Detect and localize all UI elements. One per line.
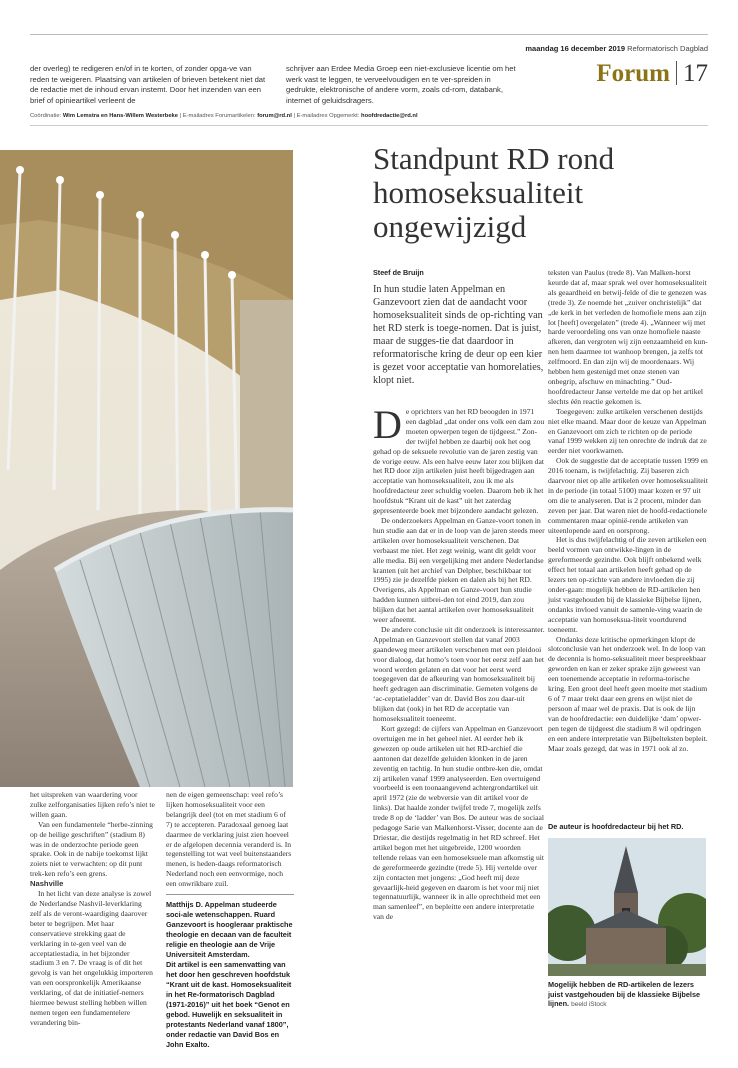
intro-right: schrijver aan Erdee Media Groep een niet-exclusieve licentie om het werk vast te leggen, te verveelvoudigen en te ver-spreiden in gedrukte, elektronische of andere vorm, zoals cd-rom, databank, internet of geluidsdragers. [286,64,516,105]
credits-names: Wim Lemstra en Hans-Willem Westerbeke [62,113,179,119]
prev-article-column-2 [166,790,294,889]
col-a-p4: Kort gezegd: de cijfers van Appelman en Ganzevoort overtuigen me in het geheel niet. Al eerder heb ik gewezen op oude artikelen uit het RD-archief die aantonen dat dezelfde geluiden klonken in de jaren zeventig en tachtig. In hun studie ontbre-ken die, omdat zij artikelen vanaf 1999 analyseerden. Een overtuigend voorbeeld is een toonaangevend achtergrondartikel uit april 1972 (zie de webversie van dit artikel voor de links). Dat haalde zonder twijfel trede 7, mogelijk zelfs trede 8 op de ‘ladder’ van Bos. De auteur was de sociaal pedagoge Sarie van Malkenhorst-Visser, docente aan de Driestar, die destijds regelmatig in het RD schreef. Het artikel begon met het uitgebreide, 1200 woorden tellende relaas van een homoseksuele man afkomstig uit de gereformeerde gezindte (trede 5). Hij vertelde over zijn contacten met jongens: „God heeft mij deze gevaarlijk-heid gegeven en daarom is het voor mij niet tegennatuurlijk, wanneer ik in alle oprechtheid met een man samenleef”, en bepleitte een andere interpretatie van de [373,724,545,922]
header-rule [30,125,708,126]
page-number: 17 [683,60,708,87]
bridge-illustration [0,150,293,787]
bio-p2: Dit artikel is een samenvatting van het door hen geschreven hoofdstuk “Krant uit de kast. Homoseksualiteit in het Re-formatorisch Dagblad (1971-2016)” uit het boek “Genot en gebod. Huwelijk en seksualiteit in protestants Nederland vanaf 1800”, onder redactie van David Bos en John Exalto. [166,960,292,1049]
dateline [525,44,708,53]
article-lead: In hun studie laten Appelman en Ganzevoort zien dat de aandacht voor homoseksualiteit sinds de op-richting van het RD sterk is toege-nomen. Dat is juist, maar de sugges-tie dat daardoor in reformatorische kring de deur op een kier is gezet voor acceptatie van homorelaties, klopt niet. [373,284,544,386]
issue-date: maandag 16 december 2019 [525,44,626,53]
left-p2: Van een fundamentele “herbe-zinning op de heilige geschriften” (stadium 8) was in de onderzochte periode geen sprake. Ook in de nabije toekomst lijkt zoiets niet te verwachten: op dit punt trek-ken refo’s een grens. [30,819,153,879]
credits-label: Coördinatie: [30,113,62,119]
credits [30,113,418,119]
section-header [596,60,708,88]
photo-caption [548,980,708,1010]
byline: Steef de Bruijn [373,268,424,277]
church-illustration [548,838,706,976]
article-column-2 [548,268,708,753]
bio-rule [166,894,294,895]
intro-left: der overleg) te redigeren en/of in te korten, of zonder opga-ve van reden te weigeren. Plaatsing van artikelen of brieven betekent niet dat de redactie met de inhoud ervan instemt. Door het inzenden van een brief of opinieartikel verleent de [30,64,266,105]
credits-email1-label: | E-mailadres Forumartikelen: [179,113,256,119]
drop-cap: D [373,402,402,447]
col-a-p2: De onderzoekers Appelman en Ganze-voort tonen in hun studie aan dat er in de loop van de jaren steeds meer artikelen over homoseksualiteit verschenen. Dat verbaast me niet. Het zegt weinig, want dit geldt voor alle media. Bij een vergelijking met andere Nederlandse kranten (uit het archief van Delpher, beschikbaar tot 1995) zie je dezelfde pieken en dalen als bij het RD. Overigens, als Appelman en Ganze-voort hun studie hadden kunnen uitbrei-den tot eind 2019, dan zou blijken dat het aantal artikelen over homoseksualiteit weer afneemt. [373,515,545,625]
col-a-p1: e oprichters van het RD beoogden in 1971 een dagblad „dat onder ons volk een dam zou moeten opwerpen tegen de tijdgeest.” Zon-der twijfel hebben ze daarbij ook het oog gehad op de seksuele revolutie van de jaren zestig van de vorige eeuw. Als een halve eeuw later zou blijken dat het RD door zijn artikelen juist heeft bijgedragen aan acceptatie van homoseksualiteit, zou ik me als hoofdredacteur zeer schuldig voelen. Daarom heb ik het hoofdstuk “Krant uit de kast” uit het zaterdag gepresenteerde boek met bijzondere aandacht gelezen. [373,407,545,516]
photo-credit: beeld iStock [571,1001,607,1008]
top-rule [30,34,708,35]
article-column-1 [373,402,545,922]
author-bio [166,900,294,1050]
credits-email2[interactable]: hoofdredactie@rd.nl [361,113,418,119]
section-name: Forum [596,60,670,87]
col-b-p1: teksten van Paulus (trede 8). Van Malken-horst keurde dat af, maar sprak wel over homoseksualiteit als geaardheid en betwij-felde of die te genezen was (trede 3). Ze noemde het „zuiver onchristelijk” dat „de kerk in het verleden de homofiele mens aan zijn lot [heeft] overgelaten” (trede 4). „Wanneer wij met harde veroordeling ons van onze homofiele naaste afkeren, dan vergroten wij zijn eenzaamheid en kun-nen hem daarmee tot wanhoop brengen, ja zelfs tot zelfmoord. En dan zijn wij de moordenaars. Wij hebben hem gestenigd met onze stenen van onbegrip, afschuw en minachting.” Oud-hoofdredacteur Janse vertelde me dat op het artikel slechts één reactie gekomen is. [548,268,708,406]
left-p3: In het licht van deze analyse is zowel de Nederlandse Nashvil-leverklaring zelf als de veront-waardiging daarover beter te begrijpen. Met haar conservatieve strekking gaat de verklaring in te-gen veel van de acceptatiestadia, in het bijzonder stadium 3 en 7. De vraag is of dit het gevolg is van het ongelukkig importeren van een oorspronkelijk Amerikaanse verklaring, of dat de initiatief-nemers hiermee bewust stelling hebben willen nemen tegen een fundamentelere verandering bin- [30,889,153,1027]
credits-email2-label: | E-mailadres Opgemerkt: [293,113,360,119]
author-note: De auteur is hoofdredacteur bij het RD. [548,822,684,831]
article-headline: Standpunt RD rond homoseksualiteit ongewijzigd [373,141,615,244]
col-b-p5: Ondanks deze kritische opmerkingen klopt de slotconclusie van het onderzoek wel. In de loop van de decennia is homo-seksualiteit meer bespreekbaar geworden en kan er zeker sprake zijn geweest van een toenemende acceptatie in reforma-torische kring. Een groot deel heeft geen moeite met stadium 6 of 7 maar trekt daar een grens en wijst niet de persoon af maar wel de praxis. Dat is ook de lijn van de hoofdredactie: een duidelijke ‘dam’ opwer-pen tegen de tijdgeest die stadium 8 wil opdringen en een andere interpretatie van Bijbelteksten bepleit. Maar zoals gezegd, dat was in 1971 ook al zo. [548,634,708,753]
col-b-p3: Ook de suggestie dat de acceptatie tussen 1999 en 2016 toenam, is twijfelachtig. Zij baseren zich daarvoor niet op alle artikelen over homoseksualiteit in de periode (in totaal 5100) maar kozen er 97 uit om die te analyseren. Dat is 2 procent, minder dan zeven per jaar. Dat waren niet de hoofd-redactionele commentaren maar opinië-rende artikelen van uiteenlopende aard en oorsprong. [548,456,708,535]
bridge-photo [0,150,293,787]
mid-p1: nen de eigen gemeenschap: veel refo’s lijken homoseksualiteit voor een belangrijk deel (tot en met stadium 6 of 7) te accepteren. Paradoxaal genoeg laat daarmee de verklaring juist zien hoeveel er de afgelopen decennia veranderd is. In tegenstelling tot wat veel buitenstaanders menen, is heden-daags reformatorisch Nederland noch een eenvormige, noch een onwrikbare zuil. [166,790,292,889]
col-a-p3: De andere conclusie uit dit onderzoek is interessanter. Appelman en Ganzevoort stellen dat vanaf 2003 gaandeweg meer artikelen verschenen met een pleidooi voor dialoog, dat homo’s toen voor het eerst zelf aan het woord werden gelaten en dat voor het eerst werd toegegeven dat de afkeuring van homoseksualiteit bij heeft gedragen aan discriminatie. Gemeten volgens de ‘ac-ceptatieladder’ van dr. David Bos zou daar-uit blijken dat (ook) in het RD de acceptatie van homoseksualiteit toeneemt. [373,624,545,724]
prev-article-column-1 [30,790,155,1028]
church-photo [548,838,706,976]
col-b-p4: Het is dus twijfelachtig of die zeven artikelen een beeld vormen van ontwikke-lingen in de gereformeerde gezindte. Ook blijft onbekend welk effect het totaal aan artikelen heeft gehad op de lezers ten op-zichte van andere invloeden die zij onder-gaan: mogelijk hebben de RD-artikelen hen juist vastgehouden bij de klassieke Bijbelse lijnen, ondanks invloed vanuit de samenle-ving waarin de acceptatie van homoseksua-liteit voortdurend toeneemt. [548,535,707,634]
section-divider [676,61,677,85]
left-p1: het uitspreken van waardering voor zulke zelforganisaties lijken refo’s niet te willen gaan. [30,790,155,819]
credits-email1[interactable]: forum@rd.nl [257,113,292,119]
paper-name: Reformatorisch Dagblad [627,44,708,53]
caption-text: Mogelijk hebben de RD-artikelen de lezers juist vastgehouden bij de klassieke Bijbelse lijnen. [548,980,701,1008]
subhead-nashville: Nashville [30,879,64,889]
bio-p1: Matthijs D. Appelman studeerde soci-ale wetenschappen. Ruard Ganzevoort is hoogleraar praktische theologie en decaan van de faculteit religie en theologie aan de Vrije Universiteit Amsterdam. [166,900,293,959]
col-b-p2: Toegegeven: zulke artikelen verschenen destijds niet elke maand. Maar door de keuze van Appelman en Ganzevoort om zich te richten op de periode vanaf 1999 wekken zij ten onrechte de indruk dat ze eerder niet voorkwamen. [548,406,707,456]
